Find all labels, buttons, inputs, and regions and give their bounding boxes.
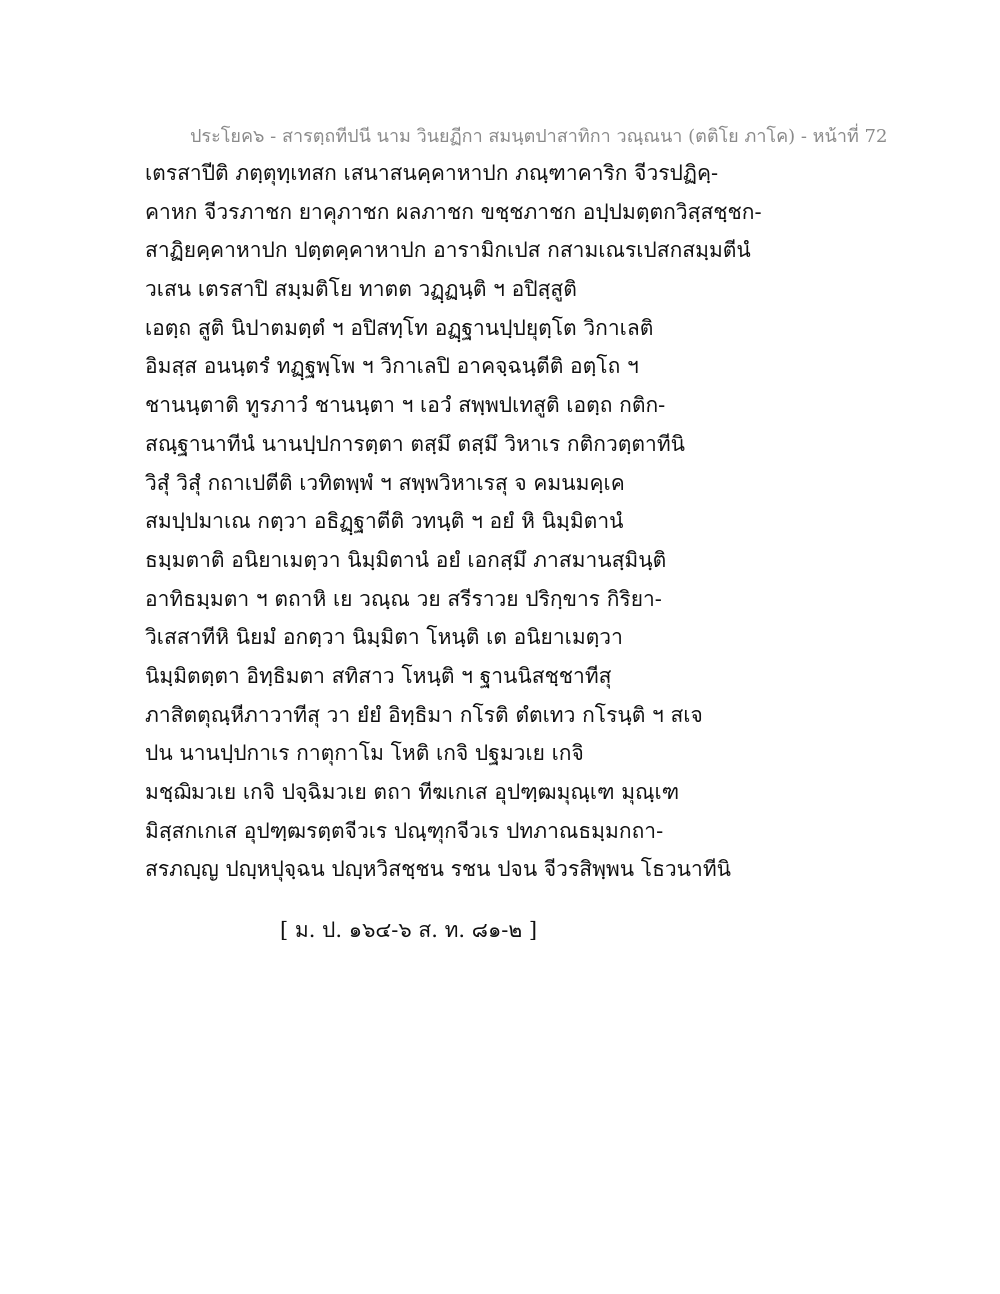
text-line: มชฺฌิมวเย เกจิ ปจฺฉิมวเย ตถา ทีฆเกเส อุปฑฺฒมุณฺเฑ มุณฺเฑ — [145, 780, 680, 804]
text-line: สาฏิยคฺคาหาปก ปตฺตคฺคาหาปก อารามิกเปส กสามเณรเปสกสมฺมตีนํ — [145, 238, 751, 263]
text-line: ภาสิตตุณฺหีภาวาทีสุ วา ยํยํ อิทฺธิมา กโรติ ตํตเทว กโรนฺติ ฯ สเจ — [145, 702, 703, 727]
text-line: สรภญฺญ ปญฺหปุจฺฉน ปญฺหวิสชฺชน รชน ปจน จีวรสิพฺพน โธวนาทีนิ — [145, 857, 732, 882]
text-line: สมปฺปมาเณ กตฺวา อธิฏฺฐาตีติ วทนฺติ ฯ อยํ หิ นิมฺมิตานํ — [145, 509, 624, 534]
text-line: อิมสฺส อนนฺตรํ ทฏฺฐพฺโพ ฯ วิกาเลปิ อาคจฺฉนฺตีติ อตฺโถ ฯ — [145, 354, 639, 379]
body-text — [145, 160, 845, 895]
text-line: เตรสาปีติ ภตฺตุทฺเทสก เสนาสนคฺคาหาปก ภณฺฑาคาริก จีวรปฏิคฺ- — [145, 161, 719, 185]
text-line: เอตฺถ สูติ นิปาตมตฺตํ ฯ อปิสทฺโท อฏฺฐานปฺปยุตฺโต วิกาเลติ — [145, 315, 654, 340]
text-line: นิมฺมิตตฺตา อิทฺธิมตา สทิสาว โหนฺติ ฯ ฐานนิสชฺชาทีสุ — [145, 663, 612, 688]
text-line: วเสน เตรสาปิ สมฺมติโย ทาตต วฏฺฏนฺติ ฯ อปิสฺสูติ — [145, 277, 577, 302]
text-line: วิเสสาทีหิ นิยมํ อกตฺวา นิมฺมิตา โหนฺติ เต อนิยาเมตฺวา — [145, 625, 623, 650]
text-line: วิสุํ วิสุํ กถาเปตีติ เวทิตพฺพํ ฯ สพฺพวิหาเรสุ จ คมนมคฺเค — [145, 470, 625, 495]
text-line: ชานนฺตาติ ทูรภาวํ ชานนฺตา ฯ เอวํ สพฺพปเทสูติ เอตฺถ กติก- — [145, 393, 666, 418]
page-header: ประโยค๖ - สารตฺถทีปนี นาม วินยฏีกา สมนฺตปาสาทิกา วณฺณนา (ตติโย ภาโค) - หน้าที่ 72 — [190, 126, 888, 147]
reference-citation: [ ม. ป. ๑๖๔-๖ ส. ท. ๘๑-๒ ] — [280, 918, 538, 942]
text-line: คาหก จีวรภาชก ยาคุภาชก ผลภาชก ขชฺชภาชก อปฺปมตฺตกวิสฺสชฺชก- — [145, 199, 762, 224]
text-line: มิสฺสกเกเส อุปฑฺฒรตฺตจีวเร ปณฺฑุกจีวเร ปทภาณธมฺมกถา- — [145, 818, 664, 843]
text-line: ธมฺมตาติ อนิยาเมตฺวา นิมฺมิตานํ อยํ เอกสฺมึ ภาสมานสฺมินฺติ — [145, 547, 667, 572]
text-line: ปน นานปฺปกาเร กาตุกาโม โหติ เกจิ ปฐมวเย เกจิ — [145, 741, 584, 766]
text-line: สณฺฐานาทีนํ นานปฺปการตฺตา ตสฺมึ ตสฺมึ วิหาเร กติกวตฺตาทีนิ — [145, 431, 686, 456]
text-line: อาทิธมฺมตา ฯ ตถาหิ เย วณฺณ วย สรีราวย ปริกฺขาร กิริยา- — [145, 586, 662, 611]
